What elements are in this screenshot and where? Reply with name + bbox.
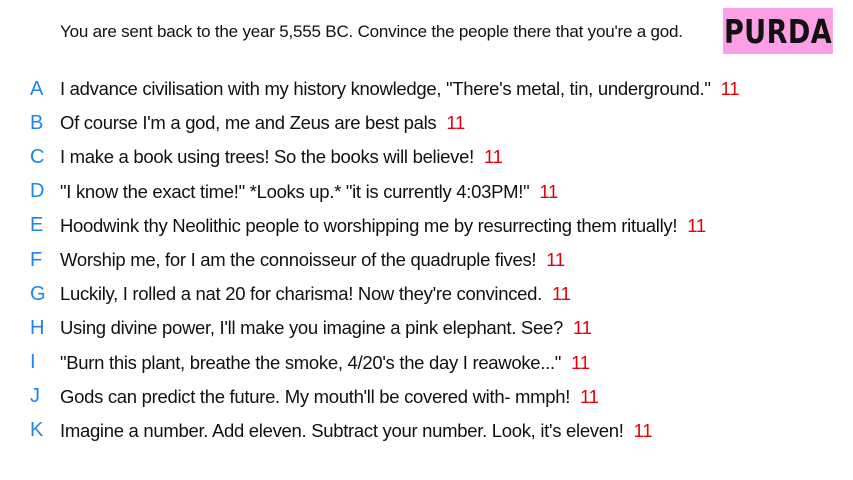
answer-row-text (60, 146, 503, 168)
answer-text: Gods can predict the future. My mouth'll be covered with- mmph! (60, 385, 571, 407)
answer-text: Luckily, I rolled a nat 20 for charisma! Now they're convinced. (60, 283, 542, 305)
answer-score: 11 (687, 214, 706, 236)
answer-row-text (60, 420, 652, 442)
answer-row-text (60, 386, 599, 408)
answer-letter: E (30, 214, 44, 237)
answer-text: I advance civilisation with my history knowledge, "There's metal, tin, underground." (60, 78, 711, 100)
answer-letter: G (30, 282, 46, 305)
answer-letter: I (30, 351, 36, 374)
answer-text: Worship me, for I am the connoisseur of the quadruple fives! (60, 249, 537, 271)
answer-letter: B (30, 111, 44, 134)
answer-row-text (60, 78, 739, 100)
answer-text: "I know the exact time!" *Looks up.* "it is currently 4:03PM!" (60, 180, 530, 202)
answer-row-text (60, 215, 706, 237)
answer-row-text (60, 181, 558, 203)
answer-score: 11 (571, 351, 590, 373)
answer-letter: D (30, 180, 45, 203)
answer-letter: J (30, 385, 40, 408)
answer-text: Using divine power, I'll make you imagine a pink elephant. See? (60, 317, 563, 339)
answer-text: "Burn this plant, breathe the smoke, 4/20's the day I reawoke..." (60, 351, 562, 373)
answer-row-text (60, 283, 571, 305)
answer-text: Of course I'm a god, me and Zeus are best pals (60, 112, 437, 134)
answer-score: 11 (580, 385, 599, 407)
answer-row-text (60, 352, 590, 374)
answer-score: 11 (483, 146, 503, 168)
answer-text: Imagine a number. Add eleven. Subtract your number. Look, it's eleven! (60, 419, 624, 441)
answer-score: 11 (551, 283, 571, 305)
answer-score: 11 (446, 112, 465, 134)
question-prompt: You are sent back to the year 5,555 BC. Convince the people there that you're a god. (60, 22, 683, 41)
answer-letter: C (30, 145, 45, 168)
answer-score: 11 (546, 249, 565, 271)
answer-text: Hoodwink thy Neolithic people to worshipping me by resurrecting them ritually! (60, 214, 678, 236)
answer-row-text (60, 317, 592, 339)
answer-letter: K (30, 419, 44, 442)
answer-letter: A (30, 77, 44, 100)
answer-row-text (60, 249, 565, 271)
answer-text: I make a book using trees! So the books will believe! (60, 146, 474, 168)
answer-score: 11 (539, 180, 558, 202)
answer-letter: F (30, 248, 43, 271)
answer-letter: H (30, 316, 45, 339)
answer-score: 11 (572, 317, 592, 339)
answer-score: 11 (720, 78, 740, 100)
answer-score: 11 (633, 419, 653, 441)
player-name-badge: PURDA (723, 8, 833, 54)
answer-row-text (60, 112, 465, 134)
